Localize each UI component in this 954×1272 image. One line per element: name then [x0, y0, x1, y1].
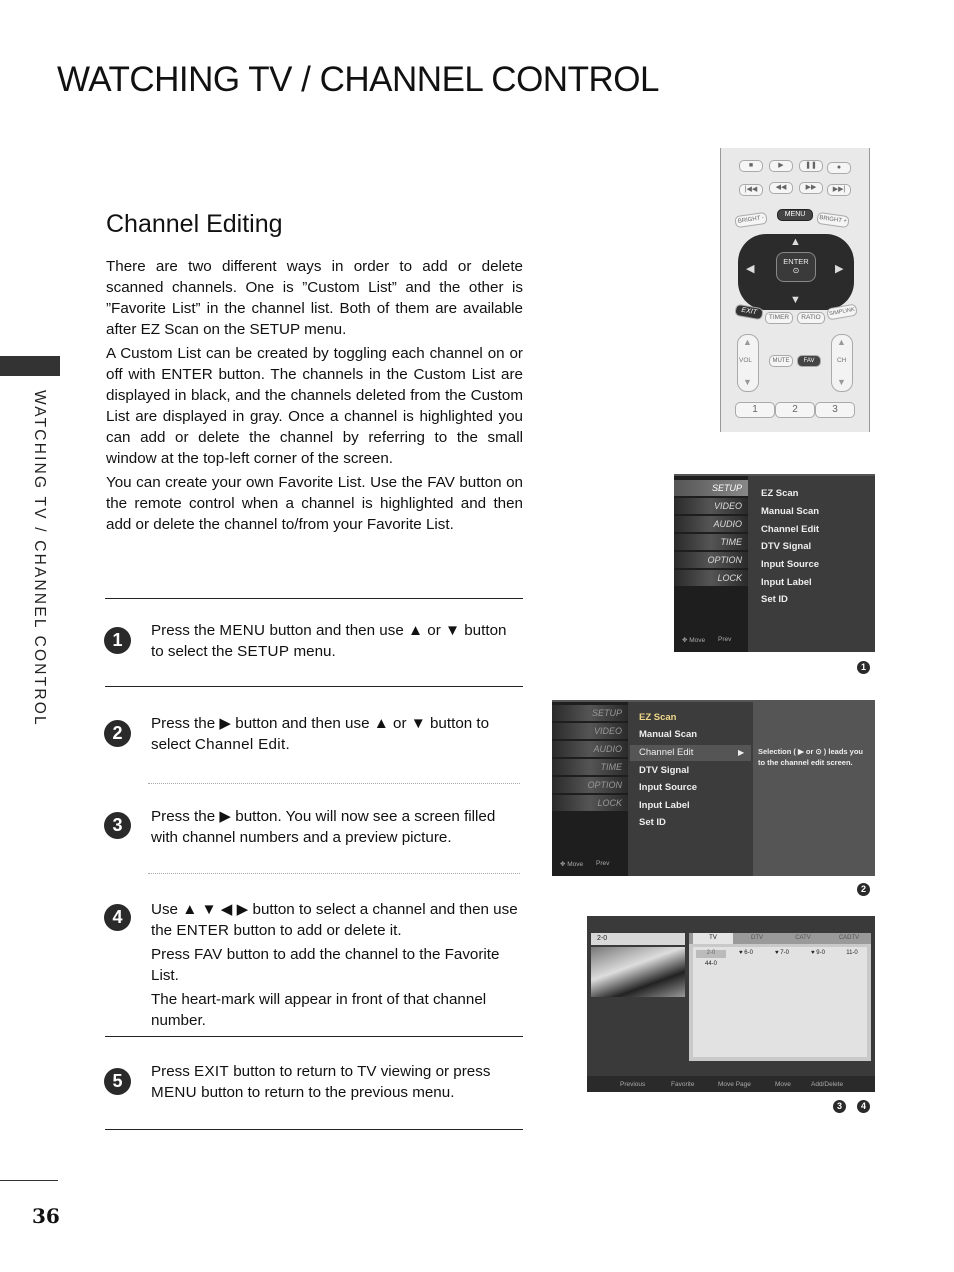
menu-tab: OPTION [674, 552, 748, 568]
side-section-label: WATCHING TV / CHANNEL CONTROL [31, 390, 48, 727]
menu-tab: TIME [674, 534, 748, 550]
step-divider-dotted [148, 873, 520, 874]
fast-forward-button: ▶▶ [799, 182, 823, 194]
menu-tab: OPTION [552, 777, 628, 793]
left-arrow-icon: ◀ [746, 263, 755, 275]
channel-cell: ♥ 9-0 [811, 950, 825, 956]
footer-previous: Previous [620, 1081, 646, 1088]
bright-plus-button: BRIGHT + [816, 212, 849, 228]
preview-channel-label: 2-0 [591, 933, 685, 945]
play-button: ▶ [769, 160, 793, 172]
menu-tab: SETUP [674, 480, 748, 496]
steps-bottom-rule [105, 1129, 523, 1130]
skip-back-button: |◀◀ [739, 184, 763, 196]
volume-up-icon: ▲ [743, 337, 752, 347]
step-rule [105, 686, 523, 687]
menu-tab: AUDIO [552, 741, 628, 757]
menu-item: EZ Scan [639, 712, 677, 723]
channel-edit-screenshot [587, 916, 875, 1092]
steps-top-rule [105, 598, 523, 599]
section-title: Channel Editing [106, 210, 283, 238]
callout-number: 2 [857, 883, 870, 896]
channel-edit-footer [587, 1076, 875, 1092]
menu-item: Set ID [639, 817, 666, 828]
rewind-button: ◀◀ [769, 182, 793, 194]
setup-menu-screenshot-1 [674, 474, 875, 652]
intro-paragraphs [106, 256, 523, 538]
ratio-button: RATIO [797, 312, 825, 324]
digit-button: 3 [815, 402, 855, 418]
navigation-pad [738, 234, 854, 310]
hint-panel [753, 702, 875, 876]
move-icon: ✥ [560, 861, 568, 868]
menu-tab: AUDIO [674, 516, 748, 532]
channel-cell: ♥ 6-0 [739, 950, 753, 956]
preview-picture [591, 947, 685, 997]
volume-rocker [737, 334, 759, 392]
step-5-text: Press EXIT button to return to TV viewing or press MENU button to return to the previous menu. [151, 1063, 491, 1101]
step-number: 2 [104, 720, 131, 747]
simplink-button: SIMPLINK [826, 303, 858, 320]
menu-footer-move: ✥ Move [560, 861, 584, 868]
channel-source-tabs [689, 933, 871, 944]
menu-tab: VIDEO [674, 498, 748, 514]
menu-item: Input Label [761, 577, 812, 588]
step-number: 3 [104, 812, 131, 839]
step-number: 5 [104, 1068, 131, 1095]
step-divider-dotted [148, 783, 520, 784]
paragraph: You can create your own Favorite List. Use the FAV button on the remote control when a channel is highlighted and then add or delete the channel to/from your Favorite List. [106, 474, 523, 533]
step-4-text: Use ▲ ▼ ◀ ▶ button to select a channel and then use the ENTER button to add or delete it. Press FAV button to add the channel to the Favorite List. The heart-mark will appear in front of that channel number. [151, 901, 518, 1029]
exit-button: EXIT [734, 304, 764, 321]
menu-item-selected: Channel Edit [639, 747, 694, 758]
step-rule [105, 1036, 523, 1037]
skip-forward-button: ▶▶| [827, 184, 851, 196]
tab-dtv: DTV [751, 935, 763, 941]
mute-button: MUTE [769, 355, 793, 367]
menu-item: Manual Scan [761, 506, 820, 517]
menu-item: Set ID [761, 594, 788, 605]
digit-button: 2 [775, 402, 815, 418]
step-number: 4 [104, 904, 131, 931]
channel-cell: 2-0 [696, 950, 726, 958]
menu-button: MENU [777, 209, 813, 221]
stop-button: ■ [739, 160, 763, 172]
menu-tab: SETUP [552, 705, 628, 721]
menu-tab-column [552, 702, 628, 876]
tab-catv: CATV [795, 935, 811, 941]
page-number: 36 [32, 1204, 60, 1228]
tab-cadtv: CADTV [838, 935, 860, 941]
callout-number: 1 [857, 661, 870, 674]
channel-cell: ♥ 7-0 [775, 950, 789, 956]
footer-move-page: Move Page [718, 1081, 751, 1088]
paragraph: There are two different ways in order to add or delete scanned channels. One is ”Custom List” and the other is ”Favorite List” in the channel list. Both of them are available after EZ Scan on the SETUP menu. [106, 258, 523, 338]
down-arrow-icon: ▼ [790, 294, 801, 306]
menu-item: DTV Signal [639, 765, 690, 776]
ch-label: CH [837, 357, 847, 364]
remote-control-illustration [720, 148, 870, 432]
paragraph: A Custom List can be created by toggling each channel on or off with ENTER button. The channels in the Custom List are displayed in black, and the channels deleted from the Custom List are displayed in gray. Once a channel is highlighted you can add or delete the channel by referring to the small window at the top-left corner of the screen. [106, 345, 523, 467]
step-1-text: Press the MENU button and then use ▲ or ▼ button to select the SETUP menu. [151, 622, 507, 660]
bright-minus-button: BRIGHT - [734, 212, 767, 228]
channel-cell: 11-0 [846, 950, 858, 956]
menu-tab: LOCK [552, 795, 628, 811]
menu-item: EZ Scan [761, 488, 799, 499]
right-arrow-icon: ▶ [738, 748, 745, 757]
menu-item: Manual Scan [639, 729, 698, 740]
menu-tab: VIDEO [552, 723, 628, 739]
fav-button: FAV [797, 355, 821, 367]
menu-item: Input Label [639, 800, 690, 811]
channel-grid [693, 947, 867, 1057]
enter-label: ENTER [783, 257, 809, 266]
step-3-text: Press the ▶ button. You will now see a screen filled with channel numbers and a preview picture. [151, 808, 496, 846]
channel-grid-panel [689, 933, 871, 1061]
step-2-text: Press the ▶ button and then use ▲ or ▼ button to select Channel Edit. [151, 715, 490, 753]
channel-rocker [831, 334, 853, 392]
menu-item: DTV Signal [761, 541, 812, 552]
menu-footer-prev: Prev [596, 860, 610, 867]
menu-tab-column [674, 476, 748, 652]
channel-up-icon: ▲ [837, 337, 846, 347]
page-title: WATCHING TV / CHANNEL CONTROL [57, 60, 659, 99]
step-number: 1 [104, 627, 131, 654]
footer-add-delete: Add/Delete [811, 1081, 844, 1088]
digit-button: 1 [735, 402, 775, 418]
footer-favorite: Favorite [671, 1081, 695, 1088]
setup-menu-screenshot-2 [552, 700, 875, 876]
heart-icon: ♥ [739, 950, 745, 956]
tab-tv: TV [693, 933, 733, 944]
menu-footer-prev: Prev [718, 636, 732, 643]
side-tab-bar [0, 356, 60, 376]
channel-down-icon: ▼ [837, 377, 846, 387]
menu-tab: TIME [552, 759, 628, 775]
callout-number: 3 [833, 1100, 846, 1113]
right-arrow-icon: ▶ [835, 263, 844, 275]
heart-icon: ♥ [775, 950, 781, 956]
vol-label: VOL [739, 357, 753, 364]
up-arrow-icon: ▲ [790, 236, 801, 248]
footer-move: Move [775, 1081, 791, 1088]
menu-item: Input Source [761, 559, 820, 570]
menu-item: Input Source [639, 782, 698, 793]
hint-text: Selection ( ▶ or ⊙ ) leads you to the channel edit screen. [758, 747, 863, 767]
volume-down-icon: ▼ [743, 377, 752, 387]
channel-cell: 44-0 [704, 961, 717, 967]
callout-number: 4 [857, 1100, 870, 1113]
page-number-divider [0, 1180, 58, 1181]
move-icon: ✥ [682, 637, 690, 644]
enter-button [776, 252, 816, 282]
menu-footer-move: ✥ Move [682, 637, 706, 644]
menu-item: Channel Edit [761, 524, 820, 535]
timer-button: TIMER [765, 312, 793, 324]
record-button: ● [827, 162, 851, 174]
enter-circle-icon: ⊙ [792, 266, 800, 275]
pause-button: ❚❚ [799, 160, 823, 172]
heart-icon: ♥ [811, 950, 817, 956]
menu-tab: LOCK [674, 570, 748, 586]
